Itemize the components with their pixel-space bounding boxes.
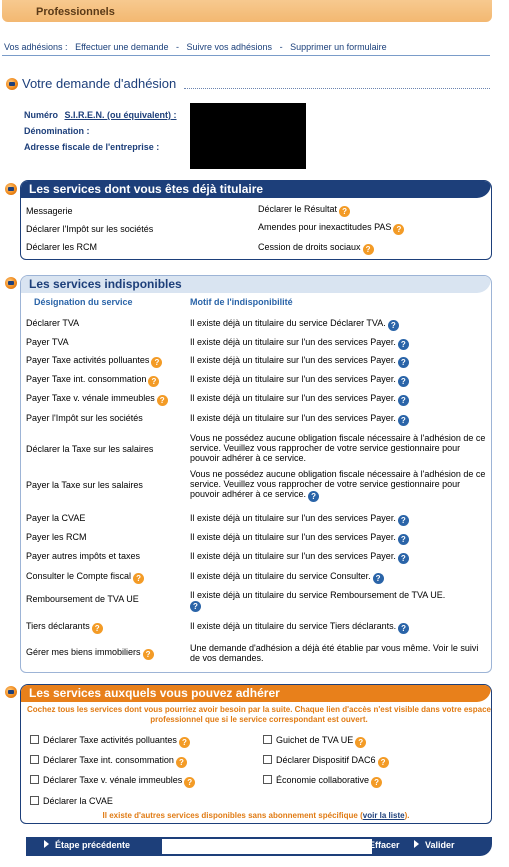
unavailable-service-name — [26, 337, 69, 347]
checkbox[interactable] — [263, 775, 272, 784]
denomination-label: Dénomination : — [24, 126, 90, 136]
unavailable-reason — [190, 393, 409, 406]
breadcrumb-current[interactable]: Effectuer une demande — [75, 42, 169, 52]
checkbox[interactable] — [263, 755, 272, 764]
service-label: Payer la CVAE — [26, 513, 86, 523]
help-icon[interactable]: ? — [398, 357, 409, 368]
option-dac6[interactable] — [263, 755, 389, 768]
unavailable-reason — [190, 469, 490, 502]
other-note-end: ). — [404, 811, 410, 820]
unavailable-service-name — [26, 318, 79, 328]
checkbox[interactable] — [30, 775, 39, 784]
held-right-2-label: Amendes pour inexactitudes PAS — [258, 222, 392, 232]
arrow-right-icon — [414, 840, 419, 848]
unavailable-service-name — [26, 647, 154, 660]
help-icon[interactable]: ? — [398, 534, 409, 545]
option-label: Déclarer Dispositif DAC6 — [276, 755, 376, 765]
reason-text: Il existe déjà un titulaire sur l'un des services Payer. — [190, 393, 396, 403]
option-label: Déclarer Taxe activités polluantes — [43, 735, 177, 745]
service-label: Déclarer TVA — [26, 318, 80, 328]
option-label: Déclarer Taxe v. vénale immeubles — [43, 775, 183, 785]
help-icon[interactable]: ? — [190, 601, 201, 612]
request-heading — [6, 76, 494, 92]
unavailable-reason — [190, 355, 409, 368]
reason-text: Il existe déjà un titulaire sur l'un des services Payer. — [190, 374, 396, 384]
service-label: Payer Taxe activités polluantes — [26, 355, 150, 365]
reason-text: Il existe déjà un titulaire sur l'un des services Payer. — [190, 551, 396, 561]
unavailable-service-name — [26, 413, 143, 423]
service-label: Payer autres impôts et taxes — [26, 551, 141, 561]
column-header-service: Désignation du service — [34, 297, 133, 307]
clear-button[interactable] — [358, 840, 400, 850]
help-icon[interactable]: ? — [398, 515, 409, 526]
other-services-link[interactable]: voir la liste — [362, 811, 405, 820]
top-banner — [2, 0, 492, 22]
unavailable-reason — [190, 571, 384, 584]
service-label: Consulter le Compte fiscal — [26, 571, 132, 581]
help-icon[interactable]: ? — [339, 206, 350, 217]
reason-text: Il existe déjà un titulaire sur l'un des services Payer. — [190, 532, 396, 542]
breadcrumb-link-track[interactable]: Suivre vos adhésions — [186, 42, 273, 52]
siren-label: Numéro — [24, 110, 59, 120]
available-instructions: Cochez tous les services dont vous pourriez avoir besoin par la suite. Chaque lien d'accès n'est visible dans votre espace professionnel que si le service correspondant est ouvert. — [27, 705, 491, 724]
breadcrumb — [4, 42, 387, 52]
unavailable-service-name — [26, 393, 168, 406]
unavailable-reason — [190, 374, 409, 387]
service-label: Payer la Taxe sur les salaires — [26, 480, 143, 490]
service-label: Payer TVA — [26, 337, 69, 347]
unavailable-reason — [190, 532, 409, 545]
arrow-right-icon — [358, 840, 363, 848]
option-taxe-activites-polluantes[interactable] — [30, 735, 190, 748]
help-icon[interactable]: ? — [157, 395, 168, 406]
unavailable-services-title: Les services indisponibles — [21, 276, 491, 293]
request-bullet-icon — [6, 78, 18, 90]
unavailable-reason — [190, 621, 409, 634]
help-icon[interactable]: ? — [398, 339, 409, 350]
siren-link[interactable]: S.I.R.E.N. (ou équivalent) : — [64, 110, 177, 120]
held-right-1-label: Déclarer le Résultat — [258, 204, 338, 214]
clear-label: Effacer — [369, 840, 400, 850]
help-icon[interactable]: ? — [398, 553, 409, 564]
unavailable-service-name — [26, 444, 153, 454]
service-label: Déclarer la Taxe sur les salaires — [26, 444, 154, 454]
checkbox[interactable] — [30, 755, 39, 764]
reason-text: Il existe déjà un titulaire du service Déclarer TVA. — [190, 318, 386, 328]
help-icon[interactable]: ? — [393, 224, 404, 235]
help-icon[interactable]: ? — [398, 415, 409, 426]
option-economie-collaborative[interactable] — [263, 775, 382, 788]
unavailable-service-name — [26, 594, 139, 604]
help-icon[interactable]: ? — [148, 376, 159, 387]
reason-text: Il existe déjà un titulaire du service Tiers déclarants. — [190, 621, 397, 631]
option-guichet-tva-ue[interactable] — [263, 735, 366, 748]
available-services-title: Les services auxquels vous pouvez adhérer — [21, 685, 491, 702]
reason-text: Il existe déjà un titulaire sur l'un des services Payer. — [190, 337, 396, 347]
service-label: Payer les RCM — [26, 532, 87, 542]
previous-step-label: Étape précédente — [55, 840, 131, 850]
held-services-title: Les services dont vous êtes déjà titulaire — [21, 181, 491, 198]
reason-text: Vous ne possédez aucune obligation fiscale nécessaire à l'adhésion de ce service. Veuillez vous rapprocher de votre service gestionnaire pour pouvoir adhérer à ce service. — [190, 433, 486, 463]
unavailable-reason — [190, 643, 490, 663]
held-right-3-label: Cession de droits sociaux — [258, 242, 361, 252]
unavailable-section-icon — [5, 277, 17, 289]
help-icon[interactable]: ? — [92, 623, 103, 634]
option-label: Économie collaborative — [276, 775, 370, 785]
unavailable-reason — [190, 551, 409, 564]
option-label: Guichet de TVA UE — [276, 735, 354, 745]
help-icon[interactable]: ? — [378, 757, 389, 768]
help-icon[interactable]: ? — [151, 357, 162, 368]
previous-step-button[interactable] — [44, 840, 130, 850]
reason-text: Une demande d'adhésion a déjà été établie par vous même. Voir le suivi de vos demandes. — [190, 643, 479, 663]
other-services-note — [20, 811, 492, 820]
breadcrumb-divider — [2, 55, 490, 56]
help-icon[interactable]: ? — [388, 320, 399, 331]
held-left-3: Déclarer les RCM — [26, 242, 98, 252]
held-right-2 — [258, 222, 404, 235]
help-icon[interactable]: ? — [133, 573, 144, 584]
service-label: Remboursement de TVA UE — [26, 594, 139, 604]
help-icon[interactable]: ? — [143, 649, 154, 660]
option-taxe-venale-immeubles[interactable] — [30, 775, 195, 788]
footer-bar — [26, 837, 492, 856]
column-header-reason: Motif de l'indisponibilité — [190, 297, 293, 307]
available-section-icon — [5, 686, 17, 698]
unavailable-service-name — [26, 374, 159, 387]
unavailable-service-name — [26, 355, 162, 368]
held-left-1: Messagerie — [26, 206, 73, 216]
breadcrumb-link-delete[interactable]: Supprimer un formulaire — [290, 42, 387, 52]
unavailable-reason — [190, 513, 409, 526]
help-icon[interactable]: ? — [363, 244, 374, 255]
unavailable-reason — [190, 433, 490, 463]
breadcrumb-separator: - — [279, 42, 283, 52]
service-label: Gérer mes biens immobiliers — [26, 647, 141, 657]
reason-text: Il existe déjà un titulaire du service Remboursement de TVA UE. — [190, 590, 446, 600]
unavailable-service-name — [26, 621, 103, 634]
reason-text: Il existe déjà un titulaire sur l'un des services Payer. — [190, 355, 396, 365]
checkbox[interactable] — [30, 735, 39, 744]
banner-title: Professionnels — [36, 6, 115, 18]
option-taxe-int-consommation[interactable] — [30, 755, 187, 768]
address-label: Adresse fiscale de l'entreprise : — [24, 142, 160, 152]
unavailable-service-name — [26, 571, 144, 584]
reason-text: Il existe déjà un titulaire sur l'un des services Payer. — [190, 513, 396, 523]
help-icon[interactable]: ? — [373, 573, 384, 584]
help-icon[interactable]: ? — [355, 737, 366, 748]
option-label: Déclarer Taxe int. consommation — [43, 755, 174, 765]
arrow-right-icon — [44, 840, 49, 848]
help-icon[interactable]: ? — [184, 777, 195, 788]
checkbox[interactable] — [30, 796, 39, 805]
dotted-divider — [184, 88, 490, 89]
reason-text: Il existe déjà un titulaire du service Consulter. — [190, 571, 371, 581]
service-label: Payer Taxe int. consommation — [26, 374, 147, 384]
unavailable-service-name — [26, 532, 87, 542]
siren-row — [24, 110, 177, 120]
unavailable-reason — [190, 413, 409, 426]
service-label: Payer l'Impôt sur les sociétés — [26, 413, 143, 423]
option-label: Déclarer la CVAE — [43, 796, 113, 806]
breadcrumb-separator: - — [175, 42, 179, 52]
unavailable-reason — [190, 318, 399, 331]
held-right-1 — [258, 204, 350, 217]
service-label: Tiers déclarants — [26, 621, 90, 631]
option-cvae[interactable] — [30, 796, 113, 806]
unavailable-reason — [190, 337, 409, 350]
unavailable-service-name — [26, 551, 140, 561]
service-label: Payer Taxe v. vénale immeubles — [26, 393, 155, 403]
help-icon[interactable]: ? — [398, 376, 409, 387]
breadcrumb-label: Vos adhésions : — [4, 42, 68, 52]
help-icon[interactable]: ? — [176, 757, 187, 768]
help-icon[interactable]: ? — [398, 623, 409, 634]
redacted-block — [190, 103, 306, 169]
reason-text: Vous ne possédez aucune obligation fiscale nécessaire à l'adhésion de ce service. Veuillez vous rapprocher de votre service gestionnaire pour pouvoir adhérer à ce service. — [190, 469, 486, 499]
unavailable-service-name — [26, 513, 85, 523]
unavailable-reason — [190, 590, 490, 612]
other-note-text: Il existe d'autres services disponibles sans abonnement spécifique ( — [102, 811, 363, 820]
footer-spacer — [162, 839, 372, 854]
held-left-2: Déclarer l'Impôt sur les sociétés — [26, 224, 154, 234]
held-right-3 — [258, 242, 374, 255]
help-icon[interactable]: ? — [371, 777, 382, 788]
reason-text: Il existe déjà un titulaire sur l'un des services Payer. — [190, 413, 396, 423]
unavailable-service-name — [26, 480, 143, 490]
submit-label: Valider — [425, 840, 455, 850]
help-icon[interactable]: ? — [398, 395, 409, 406]
request-title: Votre demande d'adhésion — [22, 76, 177, 91]
submit-button[interactable] — [414, 840, 455, 850]
held-section-icon — [5, 183, 17, 195]
help-icon[interactable]: ? — [179, 737, 190, 748]
checkbox[interactable] — [263, 735, 272, 744]
help-icon[interactable]: ? — [308, 491, 319, 502]
